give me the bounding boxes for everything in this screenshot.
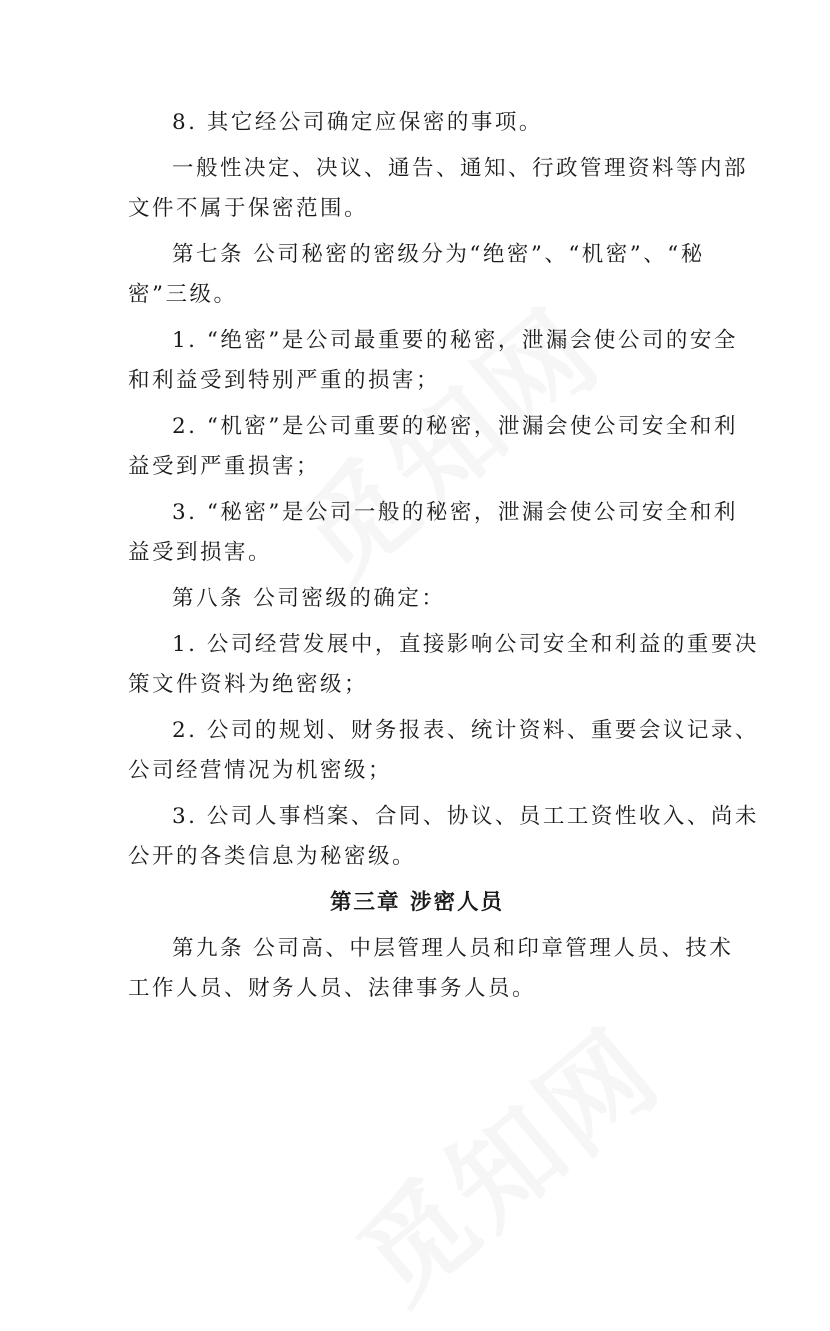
article-7-line: 第七条 公司秘密的密级分为“绝密”、“机密”、“秘	[172, 242, 705, 267]
paragraph-line: 3. 公司人事档案、合同、协议、员工工资性收入、尚未	[172, 804, 759, 829]
paragraph-line: 2. 公司的规划、财务报表、统计资料、重要会议记录、	[172, 718, 759, 743]
paragraph-line: 8. 其它经公司确定应保密的事项。	[172, 110, 543, 135]
paragraph-line: 公开的各类信息为秘密级。	[128, 844, 417, 869]
article-8-line: 第八条 公司密级的确定：	[172, 586, 446, 611]
paragraph-line: 密”三级。	[128, 282, 238, 307]
paragraph-line: 工作人员、财务人员、法律事务人员。	[128, 976, 537, 1001]
paragraph-line: 1. 公司经营发展中，直接影响公司安全和利益的重要决	[172, 632, 759, 657]
paragraph-line: 益受到损害。	[128, 540, 273, 565]
chapter-heading: 第三章 涉密人员	[330, 890, 504, 915]
watermark	[320, 987, 688, 1331]
paragraph-line: 一般性决定、决议、通告、通知、行政管理资料等内部	[172, 156, 749, 181]
paragraph-line: 文件不属于保密范围。	[128, 196, 369, 221]
document-body	[128, 103, 759, 1009]
paragraph-line: 策文件资料为绝密级；	[128, 672, 369, 697]
paragraph-line: 3. “秘密”是公司一般的秘密，泄漏会使公司安全和利	[172, 500, 738, 525]
paragraph-line: 1. “绝密”是公司最重要的秘密，泄漏会使公司的安全	[172, 328, 738, 353]
article-9-line: 第九条 公司高、中层管理人员和印章管理人员、技术	[172, 936, 734, 961]
paragraph-line: 和利益受到特别严重的损害；	[128, 368, 441, 393]
paragraph-line: 公司经营情况为机密级；	[128, 758, 393, 783]
paragraph-line: 益受到严重损害；	[128, 454, 321, 479]
paragraph-line: 2. “机密”是公司重要的秘密，泄漏会使公司安全和利	[172, 414, 738, 439]
